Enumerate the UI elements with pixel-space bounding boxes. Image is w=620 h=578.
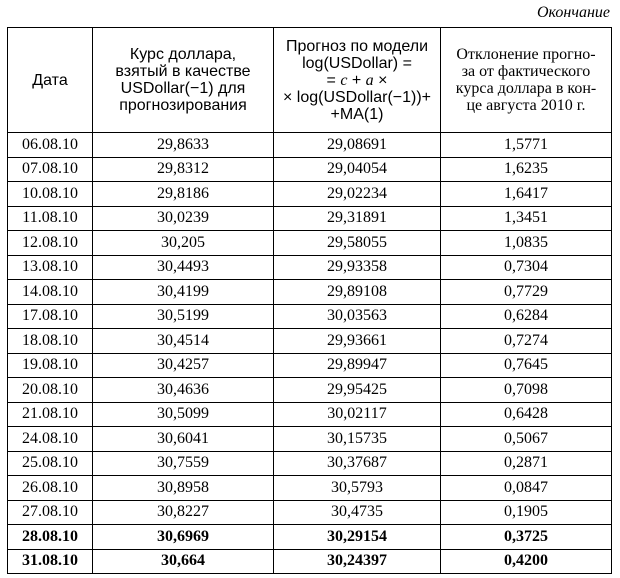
table-row [8, 525, 612, 550]
table-row [8, 304, 612, 329]
cell-date: 26.08.10 [8, 476, 93, 501]
cell-forecast: 30,03563 [274, 304, 441, 329]
cell-rate: 30,6041 [93, 427, 274, 452]
table-row [8, 182, 612, 207]
cell-rate: 30,4636 [93, 378, 274, 403]
cell-deviation: 1,6417 [441, 182, 612, 207]
cell-rate: 30,7559 [93, 451, 274, 476]
header-forecast-line: × log(USDollar(−1))+ [282, 88, 432, 106]
cell-date: 18.08.10 [8, 329, 93, 354]
header-deviation-line: це августа 2010 г. [466, 97, 586, 114]
coef-a: a [365, 71, 374, 89]
cell-deviation: 0,7304 [441, 255, 612, 280]
header-rate-line: прогнозирования [119, 97, 247, 114]
cell-date: 25.08.10 [8, 451, 93, 476]
cell-rate: 30,5099 [93, 402, 274, 427]
table-row [8, 476, 612, 501]
table-row [8, 353, 612, 378]
cell-forecast: 30,29154 [274, 525, 441, 550]
cell-forecast: 29,58055 [274, 231, 441, 256]
cell-forecast: 29,93661 [274, 329, 441, 354]
cell-deviation: 1,6235 [441, 157, 612, 182]
cell-deviation: 0,1905 [441, 500, 612, 525]
cell-forecast: 30,24397 [274, 549, 441, 574]
cell-date: 07.08.10 [8, 157, 93, 182]
table-row [8, 427, 612, 452]
table-row [8, 157, 612, 182]
header-rate-line: USDollar(−1) для [120, 80, 246, 97]
cell-forecast: 29,93358 [274, 255, 441, 280]
table-row [8, 378, 612, 403]
header-rate-line: взятый в качестве [115, 63, 251, 80]
cell-deviation: 0,2871 [441, 451, 612, 476]
cell-rate: 30,4257 [93, 353, 274, 378]
table-row [8, 231, 612, 256]
table-caption: Окончание [536, 4, 610, 21]
cell-rate: 30,6969 [93, 525, 274, 550]
cell-forecast: 30,15735 [274, 427, 441, 452]
cell-date: 20.08.10 [8, 378, 93, 403]
cell-forecast: 29,89947 [274, 353, 441, 378]
table-row [8, 255, 612, 280]
table-row [8, 329, 612, 354]
coef-c: c [340, 71, 348, 89]
table-row [8, 206, 612, 231]
cell-rate: 30,8227 [93, 500, 274, 525]
header-row [8, 28, 612, 133]
cell-deviation: 0,3725 [441, 525, 612, 550]
cell-date: 06.08.10 [8, 133, 93, 158]
cell-rate: 29,8633 [93, 133, 274, 158]
cell-date: 12.08.10 [8, 231, 93, 256]
cell-deviation: 0,7645 [441, 353, 612, 378]
table-row [8, 451, 612, 476]
cell-rate: 30,0239 [93, 206, 274, 231]
table-row [8, 549, 612, 574]
cell-forecast: 29,08691 [274, 133, 441, 158]
cell-forecast: 30,4735 [274, 500, 441, 525]
cell-date: 19.08.10 [8, 353, 93, 378]
cell-deviation: 1,3451 [441, 206, 612, 231]
header-deviation-line: за от фактического [461, 63, 591, 80]
cell-forecast: 29,04054 [274, 157, 441, 182]
cell-rate: 30,4493 [93, 255, 274, 280]
cell-forecast: 30,5793 [274, 476, 441, 501]
header-rate [93, 28, 274, 133]
table-body [8, 133, 612, 574]
forecast-table [7, 27, 612, 574]
cell-deviation: 1,5771 [441, 133, 612, 158]
cell-date: 11.08.10 [8, 206, 93, 231]
cell-date: 14.08.10 [8, 280, 93, 305]
cell-deviation: 0,0847 [441, 476, 612, 501]
table-row [8, 280, 612, 305]
cell-deviation: 1,0835 [441, 231, 612, 256]
cell-deviation: 0,6284 [441, 304, 612, 329]
cell-date: 28.08.10 [8, 525, 93, 550]
cell-forecast: 29,02234 [274, 182, 441, 207]
cell-rate: 29,8186 [93, 182, 274, 207]
cell-deviation: 0,7274 [441, 329, 612, 354]
cell-rate: 30,8958 [93, 476, 274, 501]
cell-date: 31.08.10 [8, 549, 93, 574]
cell-rate: 30,5199 [93, 304, 274, 329]
header-forecast-line: Прогноз по модели [286, 37, 428, 55]
cell-rate: 30,664 [93, 549, 274, 574]
cell-date: 27.08.10 [8, 500, 93, 525]
cell-rate: 30,4514 [93, 329, 274, 354]
header-forecast-line: log(USDollar) = [302, 54, 412, 72]
header-forecast-line: +MA(1) [330, 105, 384, 123]
table-row [8, 500, 612, 525]
cell-forecast: 30,02117 [274, 402, 441, 427]
header-forecast-line: = c + a × [326, 71, 388, 89]
cell-deviation: 0,6428 [441, 402, 612, 427]
header-deviation [441, 28, 612, 133]
cell-date: 10.08.10 [8, 182, 93, 207]
cell-rate: 30,205 [93, 231, 274, 256]
table-row [8, 402, 612, 427]
cell-forecast: 29,95425 [274, 378, 441, 403]
cell-date: 17.08.10 [8, 304, 93, 329]
header-date: Дата [8, 28, 93, 133]
cell-date: 24.08.10 [8, 427, 93, 452]
cell-rate: 29,8312 [93, 157, 274, 182]
cell-deviation: 0,7729 [441, 280, 612, 305]
table-row [8, 133, 612, 158]
cell-deviation: 0,5067 [441, 427, 612, 452]
cell-forecast: 29,31891 [274, 206, 441, 231]
header-forecast [274, 28, 441, 133]
cell-date: 21.08.10 [8, 402, 93, 427]
cell-deviation: 0,4200 [441, 549, 612, 574]
cell-deviation: 0,7098 [441, 378, 612, 403]
cell-rate: 30,4199 [93, 280, 274, 305]
header-deviation-line: Отклонение прогно- [456, 46, 596, 63]
cell-forecast: 29,89108 [274, 280, 441, 305]
header-deviation-line: курса доллара в кон- [455, 80, 597, 97]
header-rate-line: Курс доллара, [129, 46, 237, 63]
cell-date: 13.08.10 [8, 255, 93, 280]
cell-forecast: 30,37687 [274, 451, 441, 476]
